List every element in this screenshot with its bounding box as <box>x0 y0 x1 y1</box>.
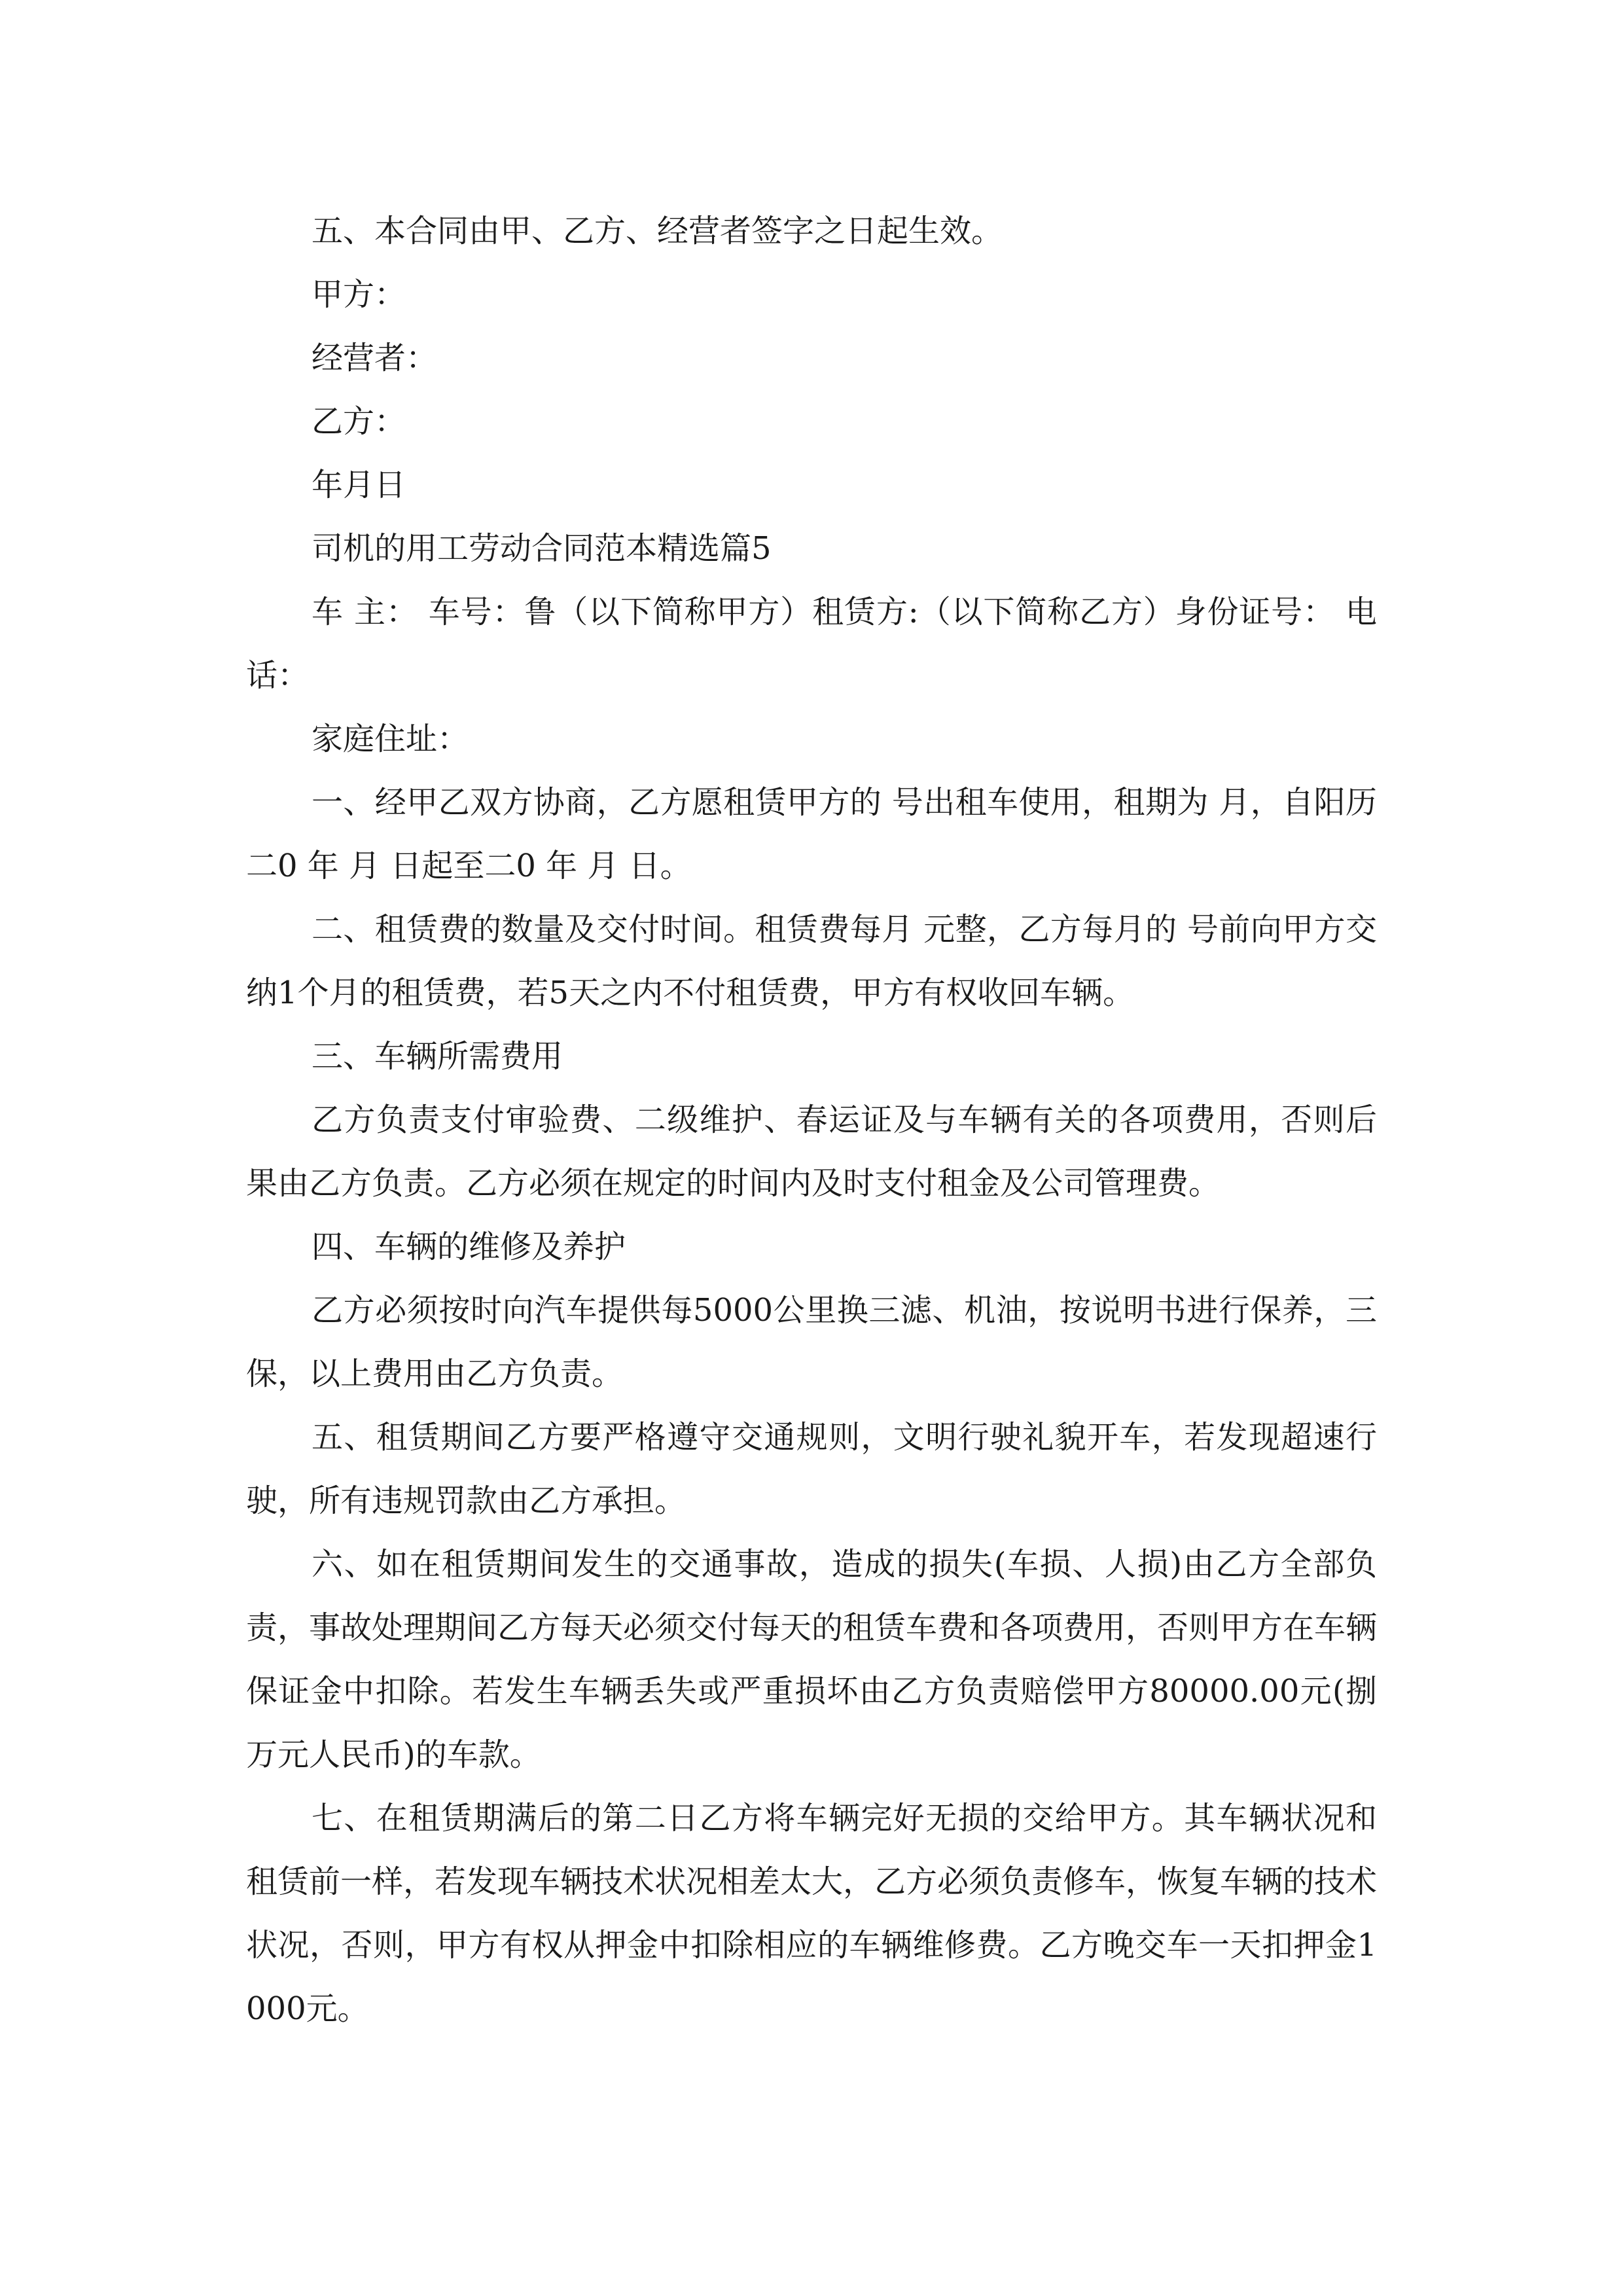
clause-3-body: 乙方负责支付审验费、二级维护、春运证及与车辆有关的各项费用，否则后果由乙方负责。乙方必须在规定的时间内及时支付租金及公司管理费。 <box>246 1102 1377 1202</box>
clause-5: 五、租赁期间乙方要严格遵守交通规则，文明行驶礼貌开车，若发现超速行驶，所有违规罚款由乙方承担。 <box>246 1419 1377 1519</box>
parties-info: 车 主： 车号：鲁（以下简称甲方）租赁方:（以下简称乙方）身份证号： 电话： <box>246 594 1377 694</box>
clause-4-heading: 四、车辆的维修及养护 <box>312 1229 626 1265</box>
document-body <box>246 200 1377 2041</box>
signature-party-b: 乙方： <box>312 403 406 440</box>
signature-operator: 经营者： <box>312 340 438 376</box>
clause-2: 二、租赁费的数量及交付时间。租赁费每月 元整，乙方每月的 号前向甲方交纳1个月的租赁费，若5天之内不付租赁费，甲方有权收回车辆。 <box>246 911 1377 1011</box>
signature-party-a: 甲方： <box>312 276 406 313</box>
clause-effective: 五、本合同由甲、乙方、经营者签字之日起生效。 <box>312 213 1003 249</box>
clause-6: 六、如在租赁期间发生的交通事故，造成的损失(车损、人损)由乙方全部负责，事故处理期间乙方每天必须交付每天的租赁车费和各项费用，否则甲方在车辆保证金中扣除。若发生车辆丢失或严重损坏由乙方负责赔偿甲方80000.00元(捌万元人民币)的车款。 <box>246 1546 1378 1773</box>
clause-7: 七、在租赁期满后的第二日乙方将车辆完好无损的交给甲方。其车辆状况和租赁前一样，若发现车辆技术状况相差太大，乙方必须负责修车，恢复车辆的技术状况，否则，甲方有权从押金中扣除相应的车辆维修费。乙方晚交车一天扣押金1000元。 <box>246 1800 1378 2027</box>
section-title: 司机的用工劳动合同范本精选篇5 <box>312 530 772 567</box>
clause-4-body: 乙方必须按时向汽车提供每5000公里换三滤、机油，按说明书进行保养，三保，以上费用由乙方负责。 <box>246 1292 1377 1392</box>
signature-date: 年月日 <box>312 467 406 503</box>
home-address: 家庭住址： <box>312 721 469 757</box>
clause-3-heading: 三、车辆所需费用 <box>312 1038 563 1075</box>
clause-1: 一、经甲乙双方协商，乙方愿租赁甲方的 号出租车使用，租期为 月，自阳历二0 年 月 日起至二0 年 月 日。 <box>246 784 1377 884</box>
